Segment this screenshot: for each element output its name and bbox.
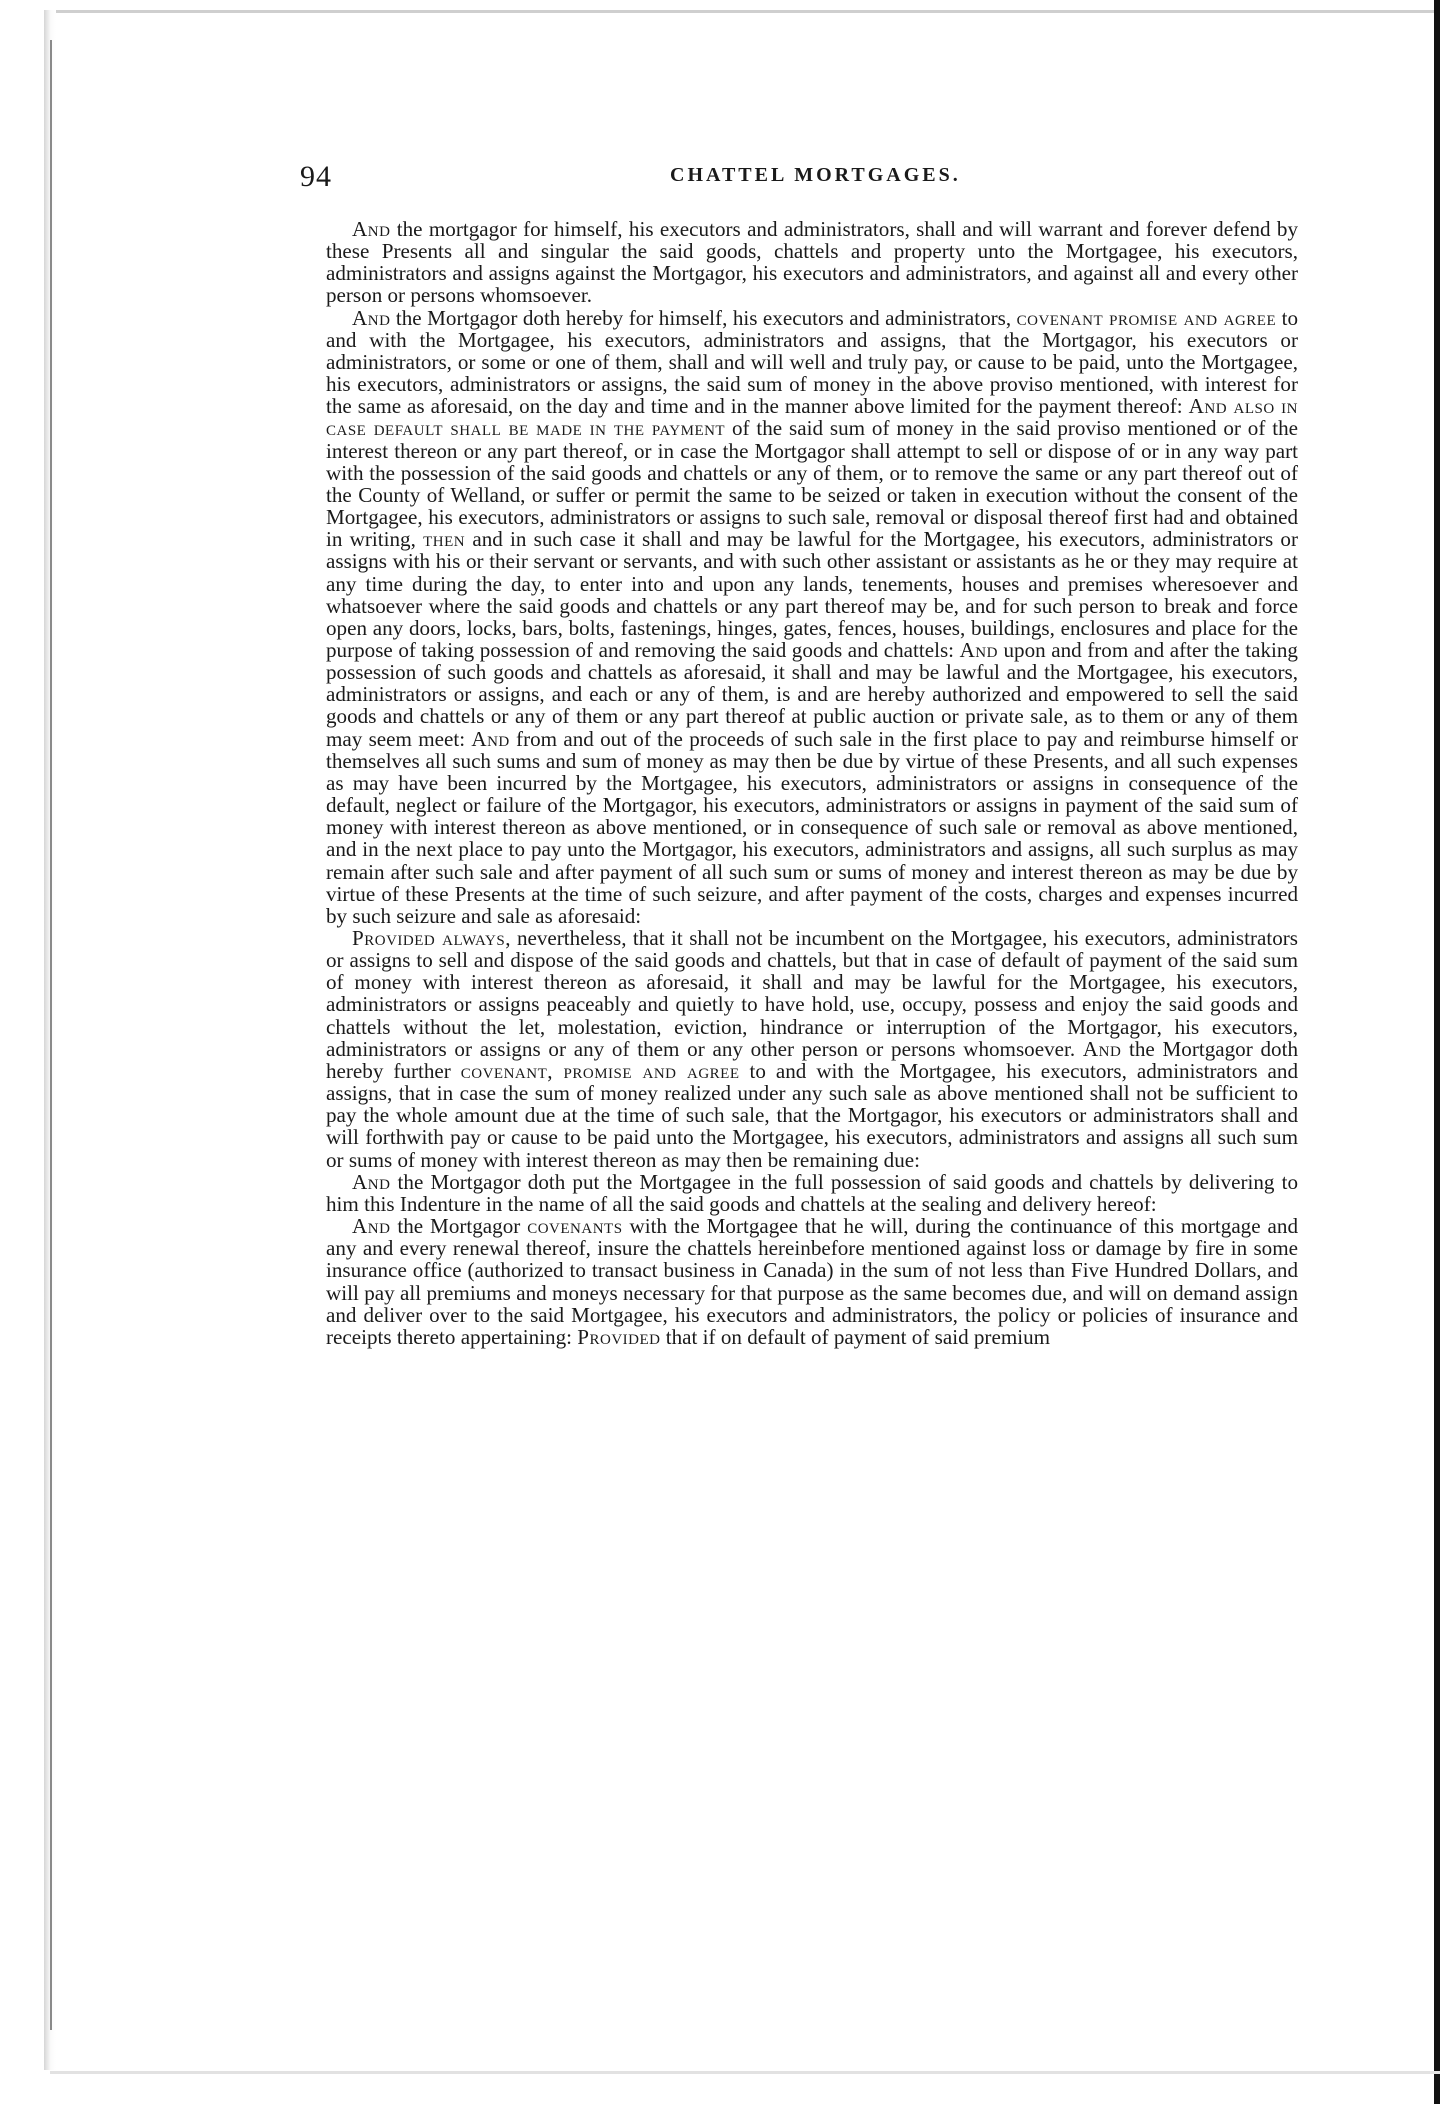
paragraph-text: to and with the Mortgagee, his executors, administrators and assigns, that the Mortgagor, his executors or administrators, or some or one of them, shall and will well and truly pay, or cause to be paid, unto the Mortgagee, his executors, administrators or assigns, the said sum of money in the above proviso mentioned, with interest for the same as aforesaid, on the day and time and in the manner above limited for the payment thereof:	[326, 305, 1299, 419]
paragraph-text: the mortgagor for himself, his executors and administrators, shall and will warrant and forever defend by these Presents all and singular the said goods, chattels and property unto the Mortgagee, his executors, administrators and assigns against the Mortgagor, his executors and administrators, and against all and every other person or persons whomsoever.	[326, 217, 1298, 308]
lead-word: And	[352, 305, 391, 330]
paragraph-text: of the said sum of money in the said proviso mentioned or of the interest thereon or any part thereof, or in case the Mortgagor shall attempt to sell or dispose of or in any way part with the possession of the said goods and chattels or any of them, or to remove the same or any part thereof out of the County of Welland, or suffer or permit the same to be seized or taken in execution without the consent of the Mortgagee, his executors, administrators or assigns to such sale, removal or disposal thereof first had and obtained in writing,	[326, 416, 1299, 552]
small-caps-phrase: And	[959, 637, 998, 662]
paragraph-text: the Mortgagor doth hereby further	[326, 1036, 1298, 1083]
paragraph-text: the Mortgagor	[390, 1214, 528, 1239]
small-caps-phrase: then	[423, 527, 466, 552]
scan-border-left-line	[50, 40, 52, 2030]
running-head	[300, 160, 1300, 193]
paragraph-proviso	[326, 927, 1298, 1171]
paragraph-text: , nevertheless, that it shall not be incumbent on the Mortgagee, his executors, administrators or assigns to sell and dispose of the said goods and chattels, but that in case of default of payment of the said sum of money with interest thereon as aforesaid, it shall and may be lawful for the Mortgagee, his executors, administrators or assigns peaceably and quietly to have hold, use, occupy, possess and enjoy the said goods and chattels without the let, molestation, eviction, hindrance or interruption of the Mortgagor, his executors, administrators or assigns or any of them or any other person or persons whomsoever.	[326, 926, 1298, 1061]
paragraph-covenant-to-pay	[326, 307, 1298, 927]
paragraph-text: with the Mortgagee that he will, during the continuance of this mortgage and any and every renewal thereof, insure the chattels hereinbefore mentioned against loss or damage by fire in some insurance office (authorized to transact business in Canada) in the sum of not less than Five Hundred Dollars, and will pay all premiums and moneys necessary for that purpose as the same becomes due, and will on demand assign and deliver over to the said Mortgagee, his executors and administrators, the policy or policies of insurance and receipts thereto appertaining:	[326, 1214, 1298, 1349]
paragraph-text: that if on default of payment of said premium	[660, 1324, 1051, 1349]
paragraph-warranty	[326, 218, 1298, 307]
lead-word: And	[352, 217, 391, 241]
scan-border-right	[1434, 0, 1440, 2104]
paragraph-text: from and out of the proceeds of such sale in the first place to pay and reimburse himself or themselves all such sums and sum of money as may then be due by virtue of these Presents, and all such expenses as may have been incurred by the Mortgagee, his executors, administrators or assigns in consequence of the default, neglect or failure of the Mortgagor, his executors, administrators or assigns in payment of the said sum of money with interest thereon as above mentioned, or in consequence of such sale or removal as above mentioned, and in the next place to pay unto the Mortgagor, his executors, administrators and assigns, all such surplus as may remain after such sale and after payment of all such sum or sums of money and interest thereon as may be due by virtue of these Presents at the time of such seizure, and after payment of the costs, charges and expenses incurred by such seizure and sale as aforesaid:	[326, 726, 1298, 928]
small-caps-phrase: covenant promise and agree	[1016, 305, 1277, 330]
small-caps-phrase: covenant, promise and agree	[460, 1058, 740, 1083]
paragraph-possession	[326, 1171, 1298, 1215]
small-caps-phrase: Provided	[577, 1324, 661, 1349]
lead-word: And	[352, 1214, 391, 1239]
page-body	[326, 218, 1298, 1348]
scan-border-bottom	[50, 2071, 1440, 2074]
small-caps-phrase: And	[471, 726, 510, 751]
paragraph-text: to and with the Mortgagee, his executors, administrators and assigns, that in case the sum of money realized under any such sale as above mentioned shall not be sufficient to pay the whole amount due at the time of such sale, that the Mortgagor, his executors or administrators shall and will forthwith pay or cause to be paid unto the Mortgagee, his executors, administrators and assigns all such sum or sums of money with interest thereon as may then be remaining due:	[326, 1058, 1298, 1172]
small-caps-phrase: And	[1082, 1036, 1122, 1061]
paragraph-text: upon and from and after the taking possession of such goods and chattels as aforesaid, it shall and may be lawful and the Mortgagee, his executors, administrators or assigns, and each or any of them, is and are hereby authorized and empowered to sell the said goods and chattels or any of them or any part thereof at public auction or private sale, as to them or any of them may seem meet:	[326, 637, 1298, 751]
paragraph-insurance	[326, 1215, 1298, 1348]
scan-border-top	[52, 10, 1440, 13]
running-title: CHATTEL MORTGAGES.	[670, 164, 961, 186]
paragraph-text: the Mortgagor doth put the Mortgagee in the full possession of said goods and chattels by delivering to him this Indenture in the name of all the said goods and chattels at the sealing and delivery hereof:	[326, 1169, 1298, 1216]
small-caps-phrase: And also in case default shall be made in the payment	[326, 394, 1299, 441]
small-caps-phrase: covenants	[527, 1214, 623, 1239]
paragraph-text: the Mortgagor doth hereby for himself, his executors and administrators,	[390, 305, 1017, 330]
paragraph-text: and in such case it shall and may be lawful for the Mortgagee, his executors, administrators or assigns with his or their servant or servants, and with such other assistant or assistants as he or they may require at any time during the day, to enter into and upon any lands, tenements, houses and premises wheresoever and whatsoever where the said goods and chattels or any part thereof may be, and for such person to break and force open any doors, locks, bars, bolts, fastenings, hinges, gates, fences, houses, buildings, enclosures and place for the purpose of taking possession of and removing the said goods and chattels:	[326, 527, 1298, 662]
lead-word: Provided always	[352, 926, 506, 950]
lead-word: And	[352, 1169, 391, 1194]
page-number: 94	[300, 160, 332, 193]
